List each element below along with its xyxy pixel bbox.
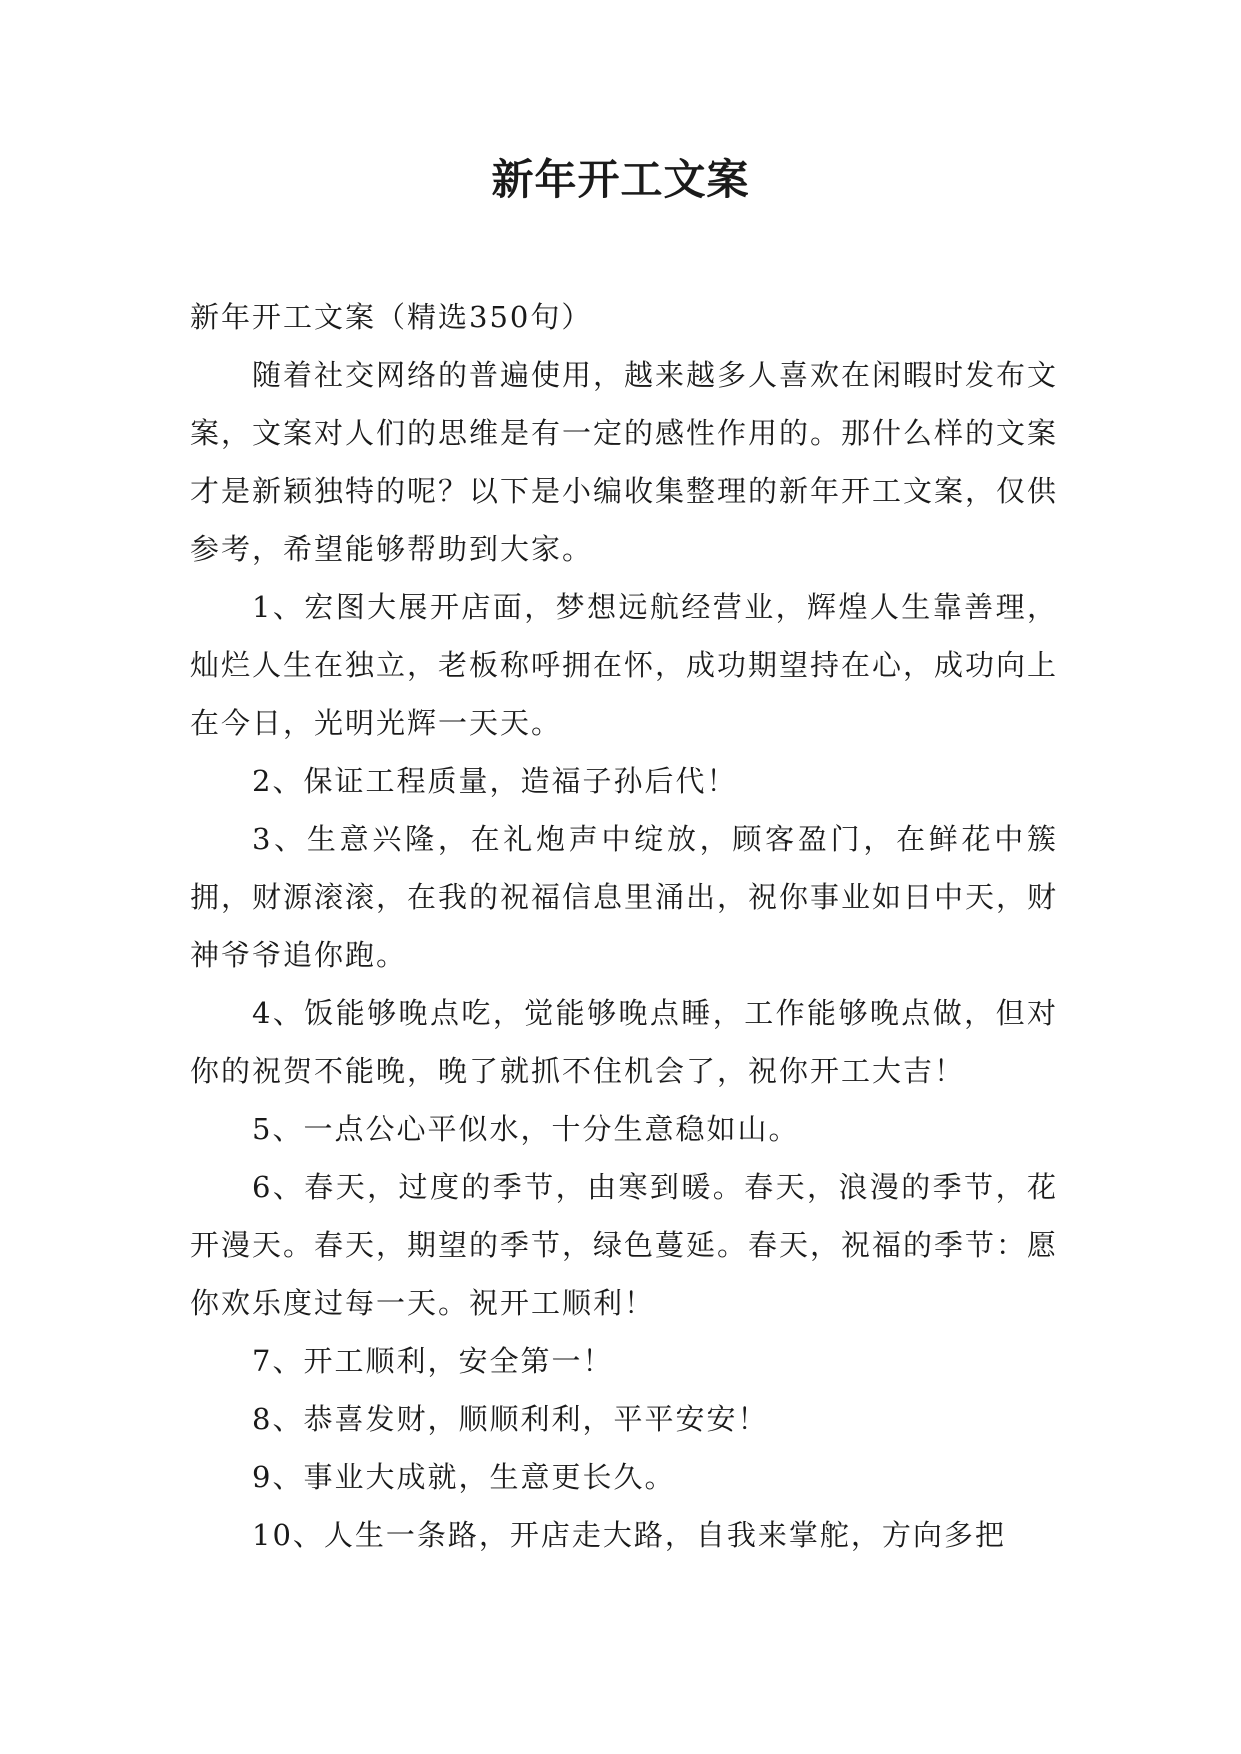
list-item: 8、恭喜发财，顺顺利利，平平安安！ <box>252 1402 769 1436</box>
intro-paragraph: 随着社交网络的普遍使用，越来越多人喜欢在闲暇时发布文案，文案对人们的思维是有一定的感性作用的。那什么样的文案才是新颖独特的呢？以下是小编收集整理的新年开工文案，仅供参考，希望能够帮助到大家。 <box>190 358 1059 566</box>
list-item: 10、人生一条路，开店走大路，自我来掌舵，方向多把 <box>252 1518 1006 1552</box>
list-item: 3、生意兴隆，在礼炮声中绽放，顾客盈门，在鲜花中簇拥，财源滚滚，在我的祝福信息里涌出，祝你事业如日中天，财神爷爷追你跑。 <box>190 822 1059 972</box>
list-item: 2、保证工程质量，造福子孙后代！ <box>252 764 738 798</box>
list-item: 6、春天，过度的季节，由寒到暖。春天，浪漫的季节，花开漫天。春天，期望的季节，绿色蔓延。春天，祝福的季节：愿你欢乐度过每一天。祝开工顺利！ <box>190 1170 1059 1320</box>
document-title: 新年开工文案 <box>491 155 750 204</box>
list-item: 1、宏图大展开店面，梦想远航经营业，辉煌人生靠善理，灿烂人生在独立，老板称呼拥在怀，成功期望持在心，成功向上在今日，光明光辉一天天。 <box>190 590 1059 740</box>
list-item: 4、饭能够晚点吃，觉能够晚点睡，工作能够晚点做，但对你的祝贺不能晚，晚了就抓不住机会了，祝你开工大吉！ <box>190 996 1058 1088</box>
list-item: 9、事业大成就，生意更长久。 <box>252 1460 676 1494</box>
list-item: 5、一点公心平似水，十分生意稳如山。 <box>252 1112 800 1146</box>
list-item: 7、开工顺利，安全第一！ <box>252 1344 614 1378</box>
document-subtitle: 新年开工文案（精选350句） <box>190 300 593 334</box>
document-body <box>190 288 1058 1564</box>
